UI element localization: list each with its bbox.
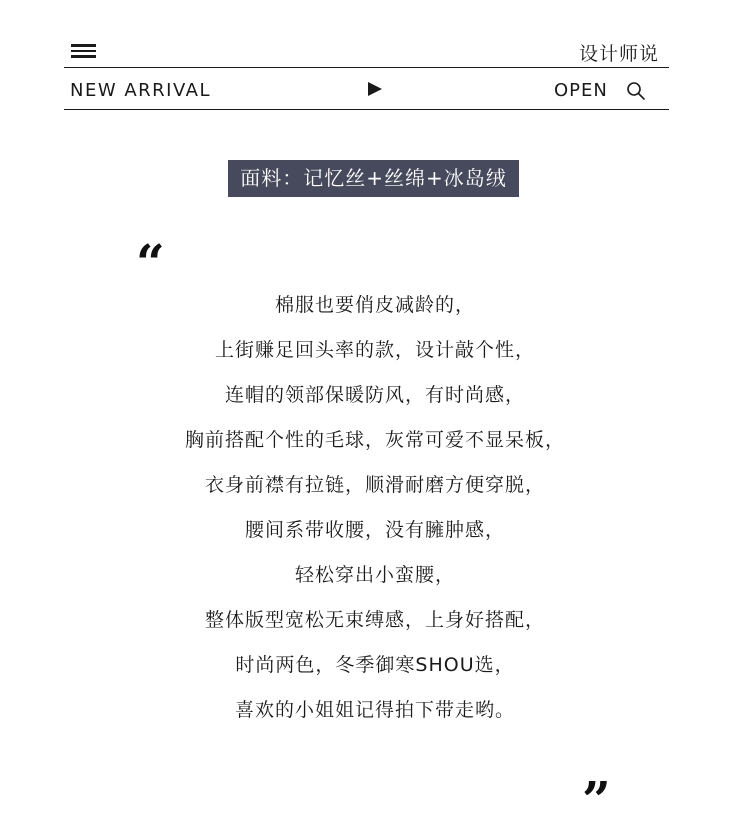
top-navigation [64, 30, 669, 110]
play-icon[interactable] [368, 82, 382, 96]
hamburger-icon[interactable] [71, 44, 96, 58]
new-arrival-label[interactable]: NEW ARRIVAL [70, 80, 211, 101]
description-line: 棉服也要俏皮减龄的， [274, 294, 475, 316]
bottom-divider [64, 109, 669, 110]
description-line: 胸前搭配个性的毛球，灰常可爱不显呆板， [184, 429, 565, 451]
open-quote-mark: “ [136, 233, 165, 292]
description-line: 整体版型宽松无束缚感，上身好搭配， [204, 609, 545, 631]
description-line: 腰间系带收腰，没有臃肿感， [244, 519, 505, 541]
fabric-badge: 面料：记忆丝+丝绵+冰岛绒 [228, 160, 519, 197]
designer-title: 设计师说 [578, 43, 659, 65]
description-line: 衣身前襟有拉链，顺滑耐磨方便穿脱， [204, 474, 545, 496]
description-line: 轻松穿出小蛮腰， [294, 564, 455, 586]
description-text [0, 287, 750, 737]
description-line: 连帽的领部保暖防风，有时尚感， [224, 384, 525, 406]
search-icon[interactable] [626, 81, 646, 101]
top-divider [64, 67, 669, 68]
description-line: 喜欢的小姐姐记得拍下带走哟。 [234, 699, 515, 721]
open-link[interactable]: OPEN [554, 80, 608, 101]
description-line: 时尚两色，冬季御寒SHOU选， [235, 654, 515, 676]
close-quote-mark: ” [582, 770, 611, 829]
description-line: 上街赚足回头率的款，设计敲个性， [214, 339, 535, 361]
